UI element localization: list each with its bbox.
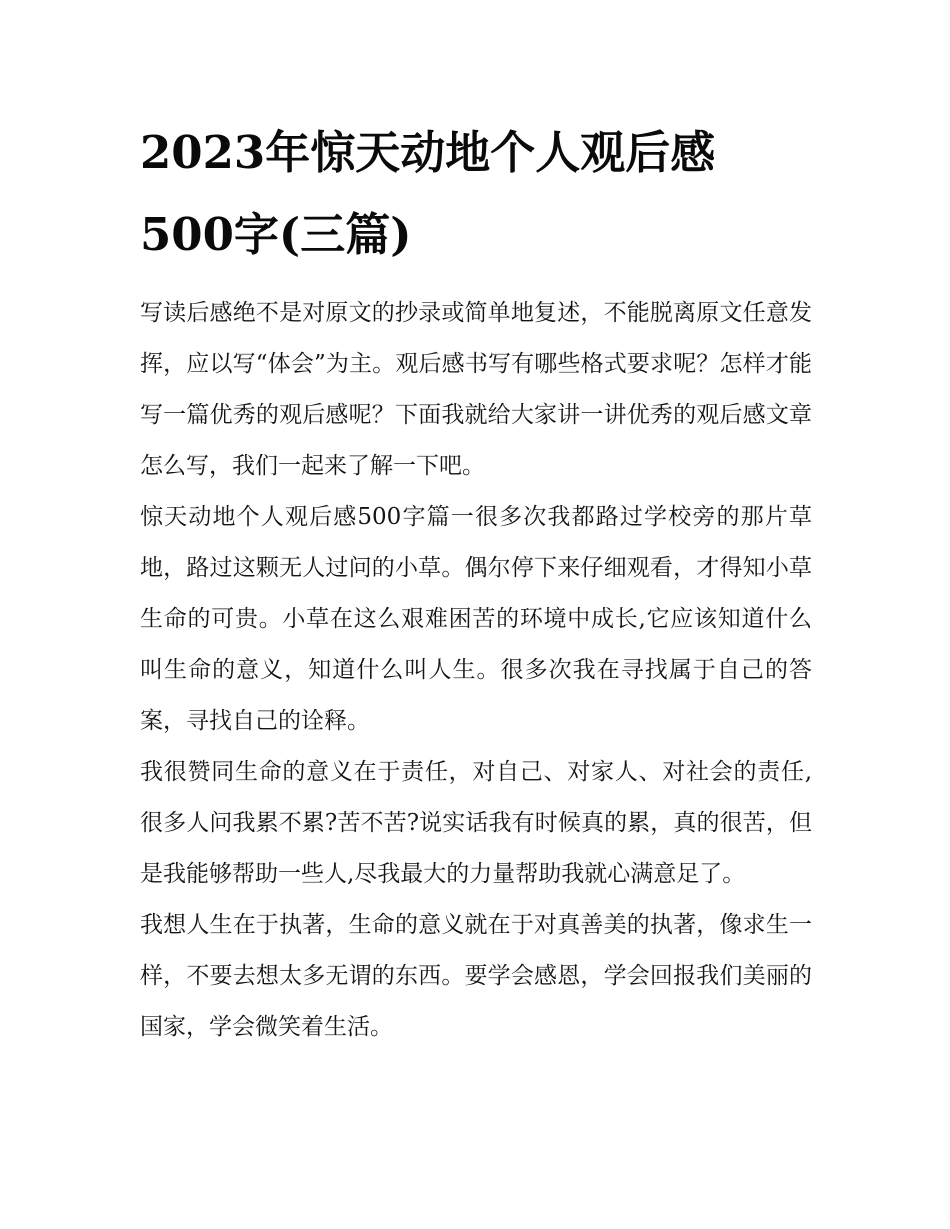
- document-body: [140, 288, 812, 1053]
- paragraph-3: 我想人生在于执著，生命的意义就在于对真善美的执著，像求生一样，不要去想太多无谓的东西。要学会感恩，学会回报我们美丽的国家，学会微笑着生活。: [140, 912, 812, 1040]
- document-title: [140, 112, 812, 276]
- title-line-2: 500字(三篇): [140, 208, 412, 261]
- paragraph-intro: 写读后感绝不是对原文的抄录或简单地复述，不能脱离原文任意发挥，应以写“体会”为主。观后感书写有哪些格式要求呢？怎样才能写一篇优秀的观后感呢？下面我就给大家讲一讲优秀的观后感文章怎么写，我们一起来了解一下吧。: [140, 300, 812, 479]
- document-content: [140, 112, 812, 1053]
- title-line-1: 2023年惊天动地个人观后感: [140, 126, 716, 179]
- paragraph-1: 惊天动地个人观后感500字篇一很多次我都路过学校旁的那片草地，路过这颗无人过问的小草。偶尔停下来仔细观看，才得知小草生命的可贵。小草在这么艰难困苦的环境中成长,它应该知道什么叫生命的意义，知道什么叫人生。很多次我在寻找属于自己的答案，寻找自己的诠释。: [140, 504, 812, 734]
- paragraph-2: 我很赞同生命的意义在于责任，对自己、对家人、对社会的责任,很多人问我累不累?苦不苦?说实话我有时候真的累，真的很苦，但是我能够帮助一些人,尽我最大的力量帮助我就心满意足了。: [140, 759, 812, 887]
